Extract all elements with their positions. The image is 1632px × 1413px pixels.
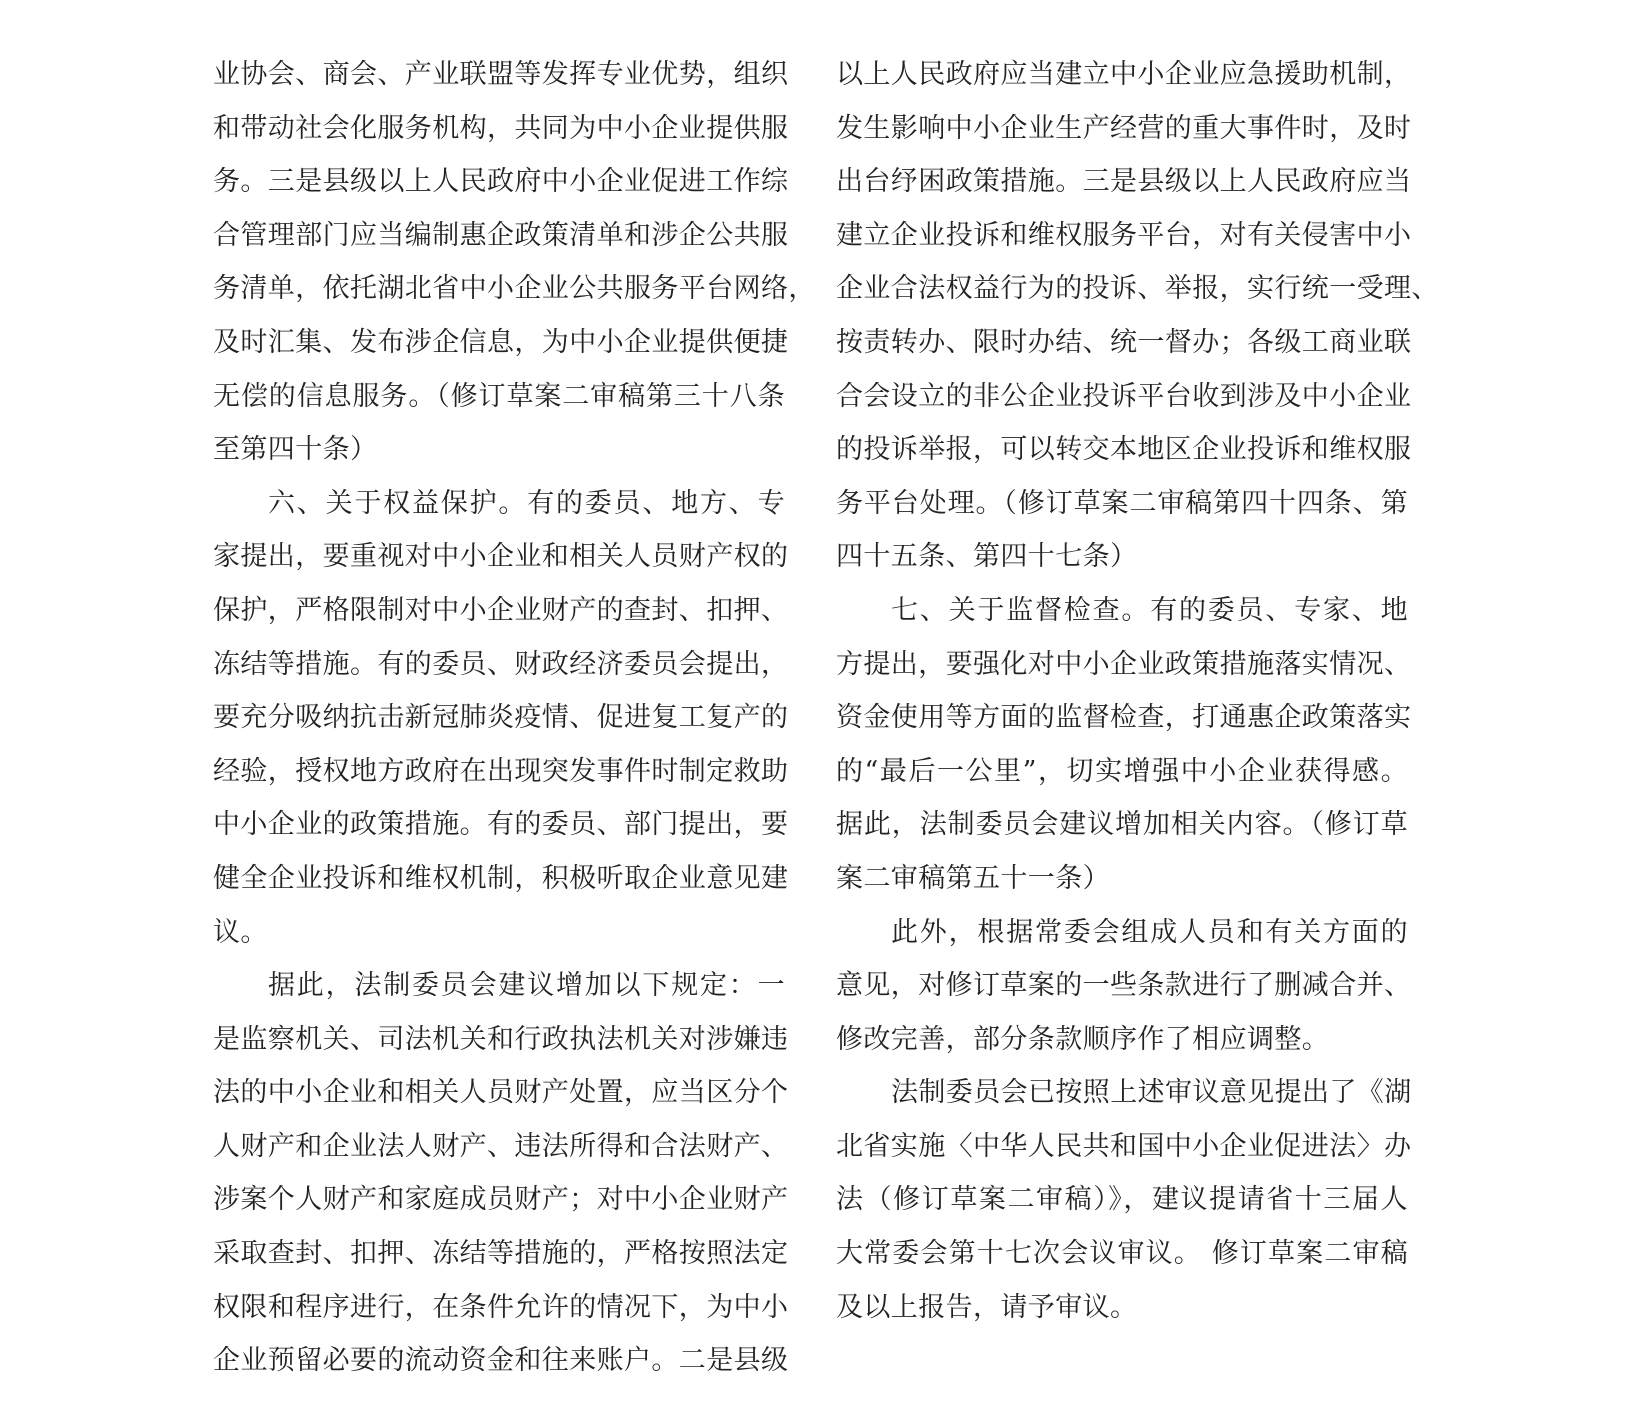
text-line: 此外，根据常委会组成人员和有关方面的 [891, 916, 1408, 948]
right-text-column [836, 48, 1439, 1334]
text-line: 至第四十条） [213, 434, 378, 466]
text-line: 及以上报告，请予审议。 [836, 1291, 1138, 1323]
text-line: 业协会、商会、产业联盟等发挥专业优势，组织 [213, 59, 789, 90]
text-line: 采取查封、扣押、冻结等措施的，严格按照法定 [213, 1238, 789, 1270]
text-line: 法（修订草案二审稿）》，建议提请省十三届人 [836, 1184, 1408, 1216]
text-line: 修改完善，部分条款顺序作了相应调整。 [836, 1023, 1330, 1055]
text-line: 方提出，要强化对中小企业政策措施落实情况、 [836, 648, 1412, 680]
text-line: 资金使用等方面的监督检查，打通惠企政策落实 [836, 702, 1412, 734]
left-text-column [213, 48, 816, 1388]
text-line: 据此，法制委员会建议增加以下规定：一 [268, 970, 785, 1002]
text-line: 企业合法权益行为的投诉、举报，实行统一受理、 [836, 273, 1439, 305]
text-line: 七、关于监督检查。有的委员、专家、地 [891, 594, 1408, 626]
text-line: 大常委会第十七次会议审议。 修订草案二审稿 [836, 1238, 1408, 1270]
text-line: 是监察机关、司法机关和行政执法机关对涉嫌违 [213, 1023, 789, 1055]
text-line: 合会设立的非公企业投诉平台收到涉及中小企业 [836, 380, 1412, 412]
text-line: 六、关于权益保护。有的委员、地方、专 [268, 487, 785, 519]
text-line: 北省实施〈中华人民共和国中小企业促进法〉办 [836, 1130, 1412, 1162]
text-line: 务平台处理。（修订草案二审稿第四十四条、第 [836, 487, 1408, 519]
text-line: 中小企业的政策措施。有的委员、部门提出，要 [213, 809, 789, 841]
text-line: 涉案个人财产和家庭成员财产；对中小企业财产 [213, 1184, 789, 1216]
text-line: 四十五条、第四十七条） [836, 541, 1138, 573]
text-line: 按责转办、限时办结、统一督办；各级工商业联 [836, 326, 1412, 358]
text-line: 务清单，依托湖北省中小企业公共服务平台网络， [213, 273, 816, 305]
text-line: 健全企业投诉和维权机制，积极听取企业意见建 [213, 862, 789, 894]
text-line: 家提出，要重视对中小企业和相关人员财产权的 [213, 541, 789, 573]
text-line: 及时汇集、发布涉企信息，为中小企业提供便捷 [213, 326, 789, 358]
text-line: 务。三是县级以上人民政府中小企业促进工作综 [213, 166, 789, 198]
text-line: 权限和程序进行，在条件允许的情况下，为中小 [213, 1291, 789, 1323]
text-line: 的投诉举报，可以转交本地区企业投诉和维权服 [836, 434, 1412, 466]
text-line: 合管理部门应当编制惠企政策清单和涉企公共服 [213, 219, 789, 251]
text-line: 发生影响中小企业生产经营的重大事件时，及时 [836, 112, 1412, 144]
text-line: 要充分吸纳抗击新冠肺炎疫情、促进复工复产的 [213, 702, 789, 734]
text-line: 建立企业投诉和维权服务平台，对有关侵害中小 [836, 219, 1412, 251]
text-line: 人财产和企业法人财产、违法所得和合法财产、 [213, 1130, 789, 1162]
text-line: 意见，对修订草案的一些条款进行了删减合并、 [836, 970, 1412, 1002]
text-line: 保护，严格限制对中小企业财产的查封、扣押、 [213, 594, 789, 626]
text-line: 案二审稿第五十一条） [836, 862, 1110, 894]
text-line: 企业预留必要的流动资金和往来账户。二是县级 [213, 1345, 789, 1377]
text-line: 出台纾困政策措施。三是县级以上人民政府应当 [836, 166, 1412, 198]
text-line: 法的中小企业和相关人员财产处置，应当区分个 [213, 1077, 789, 1109]
text-line: 据此，法制委员会建议增加相关内容。（修订草 [836, 809, 1408, 841]
text-line: 以上人民政府应当建立中小企业应急援助机制， [836, 59, 1412, 90]
text-line: 经验，授权地方政府在出现突发事件时制定救助 [213, 755, 789, 787]
text-line: 法制委员会已按照上述审议意见提出了《湖 [891, 1077, 1412, 1109]
text-line: 无偿的信息服务。（修订草案二审稿第三十八条 [213, 380, 785, 412]
text-line: 冻结等措施。有的委员、财政经济委员会提出， [213, 648, 789, 680]
text-line: 的“最后一公里”，切实增强中小企业获得感。 [836, 755, 1408, 787]
text-line: 和带动社会化服务机构，共同为中小企业提供服 [213, 112, 789, 144]
text-line: 议。 [213, 916, 268, 948]
